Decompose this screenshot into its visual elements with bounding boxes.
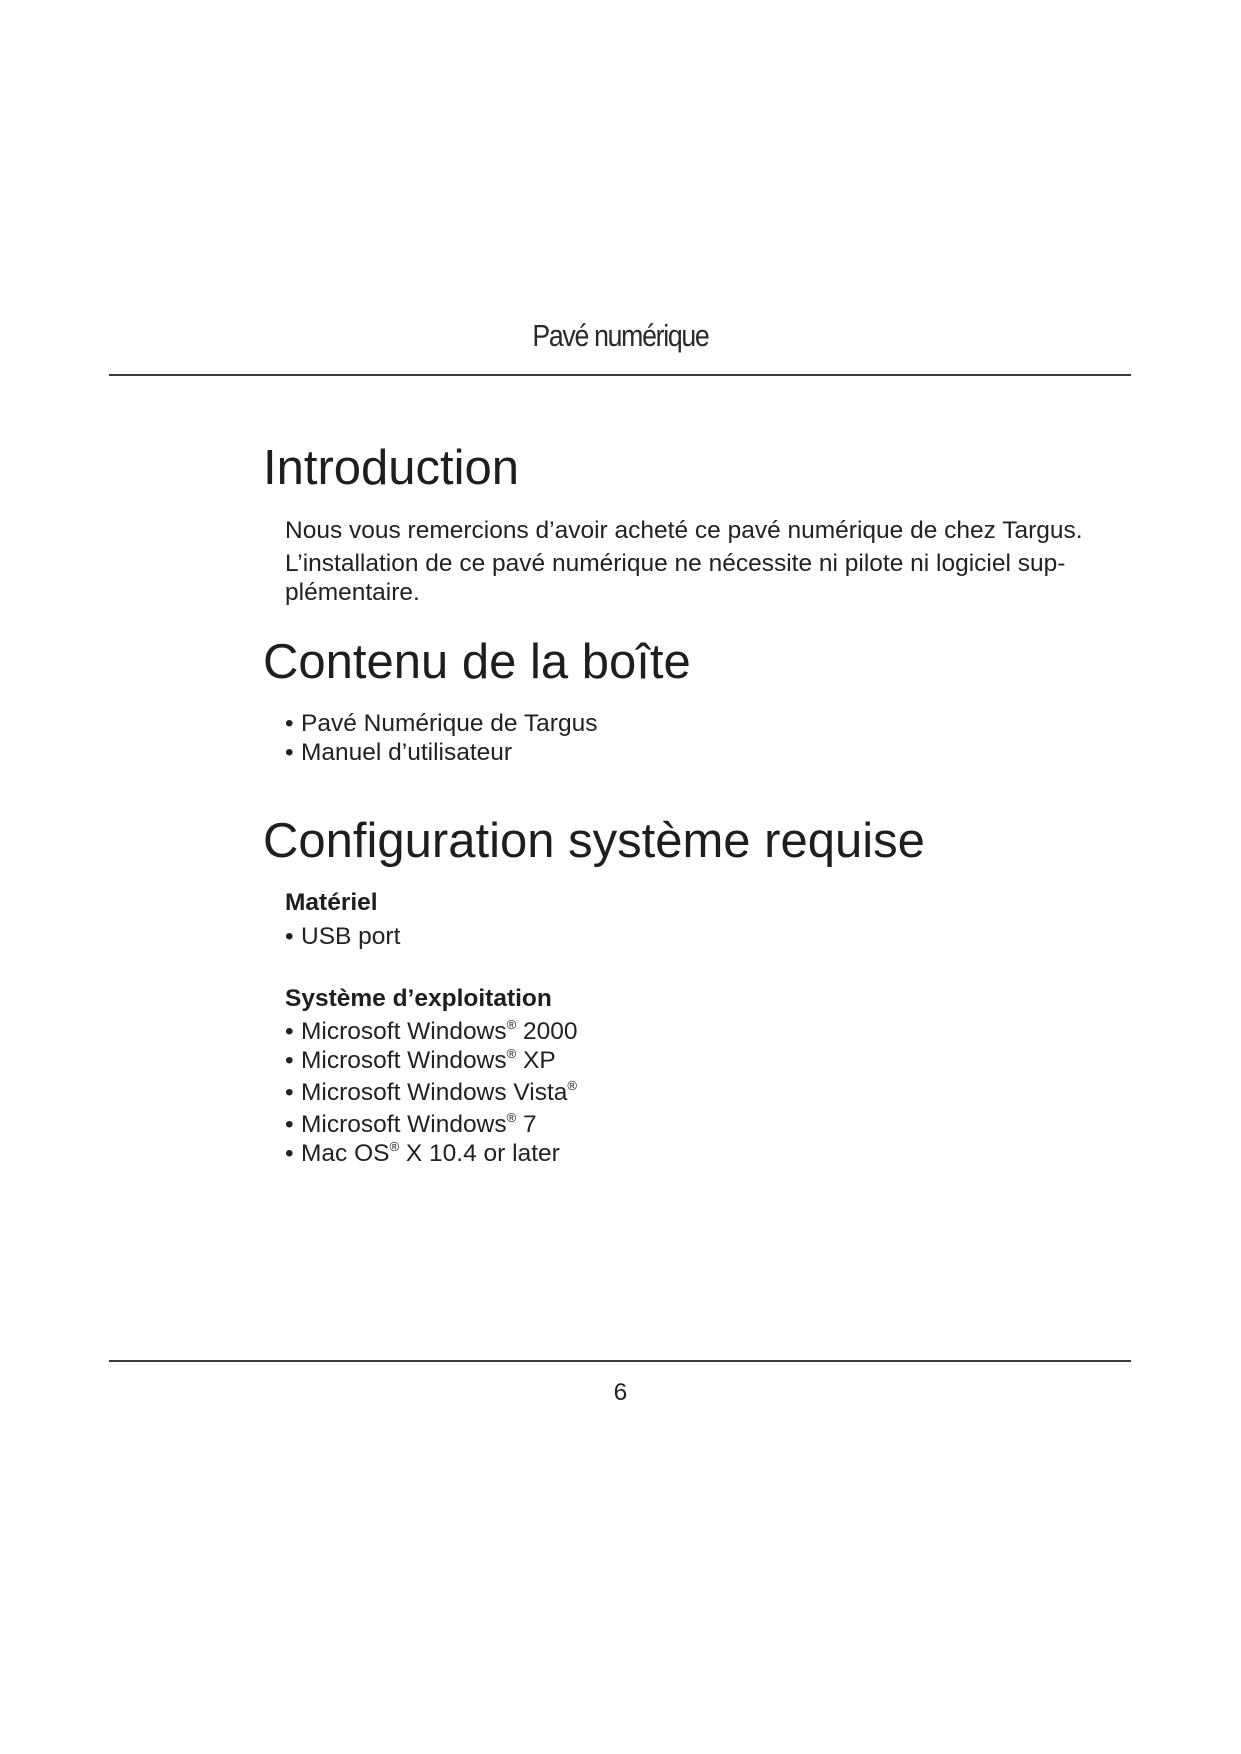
footer-divider [109, 1360, 1131, 1362]
list-item [285, 1078, 577, 1107]
registered-mark: ® [506, 1046, 517, 1061]
introduction-paragraph-1: Nous vous remercions d’avoir acheté ce pavé numérique de chez Targus. [285, 517, 1083, 544]
header-divider [109, 374, 1131, 376]
list-item [285, 1139, 577, 1168]
os-version: 7 [516, 1111, 537, 1138]
list-item [285, 922, 400, 951]
os-name: Microsoft Windows [301, 1047, 507, 1074]
hardware-list [285, 922, 400, 951]
os-name: Mac OS [301, 1140, 390, 1167]
registered-mark: ® [567, 1078, 577, 1093]
os-name: Microsoft Windows [301, 1111, 507, 1138]
registered-mark: ® [506, 1110, 517, 1125]
box-contents-title: Contenu de la boîte [263, 635, 691, 689]
list-item [285, 738, 597, 767]
introduction-paragraph-2: L’installation de ce pavé numérique ne nécessite ni pilote ni logiciel sup-plémentaire. [285, 550, 1066, 606]
os-version: XP [516, 1047, 556, 1074]
page-number: 6 [613, 1379, 628, 1406]
os-heading: Système d’exploitation [285, 985, 552, 1012]
running-header: Pavé numérique [532, 318, 709, 353]
os-version: 2000 [516, 1018, 578, 1045]
os-list [285, 1017, 577, 1168]
registered-mark: ® [506, 1017, 517, 1032]
list-item-text: USB port [301, 923, 401, 950]
os-name: Microsoft Windows Vista [301, 1079, 568, 1106]
list-item [285, 1017, 577, 1046]
list-item [285, 1046, 577, 1075]
os-version: X 10.4 or later [399, 1140, 560, 1167]
hardware-heading: Matériel [285, 889, 378, 916]
list-item-text: Pavé Numérique de Targus [301, 710, 598, 737]
system-requirements-title: Configuration système requise [263, 814, 925, 868]
list-item [285, 1110, 577, 1139]
os-name: Microsoft Windows [301, 1018, 507, 1045]
box-contents-list [285, 709, 597, 767]
introduction-title: Introduction [263, 441, 520, 495]
list-item-text: Manuel d’utilisateur [301, 739, 513, 766]
list-item [285, 709, 597, 738]
registered-mark: ® [389, 1139, 400, 1154]
